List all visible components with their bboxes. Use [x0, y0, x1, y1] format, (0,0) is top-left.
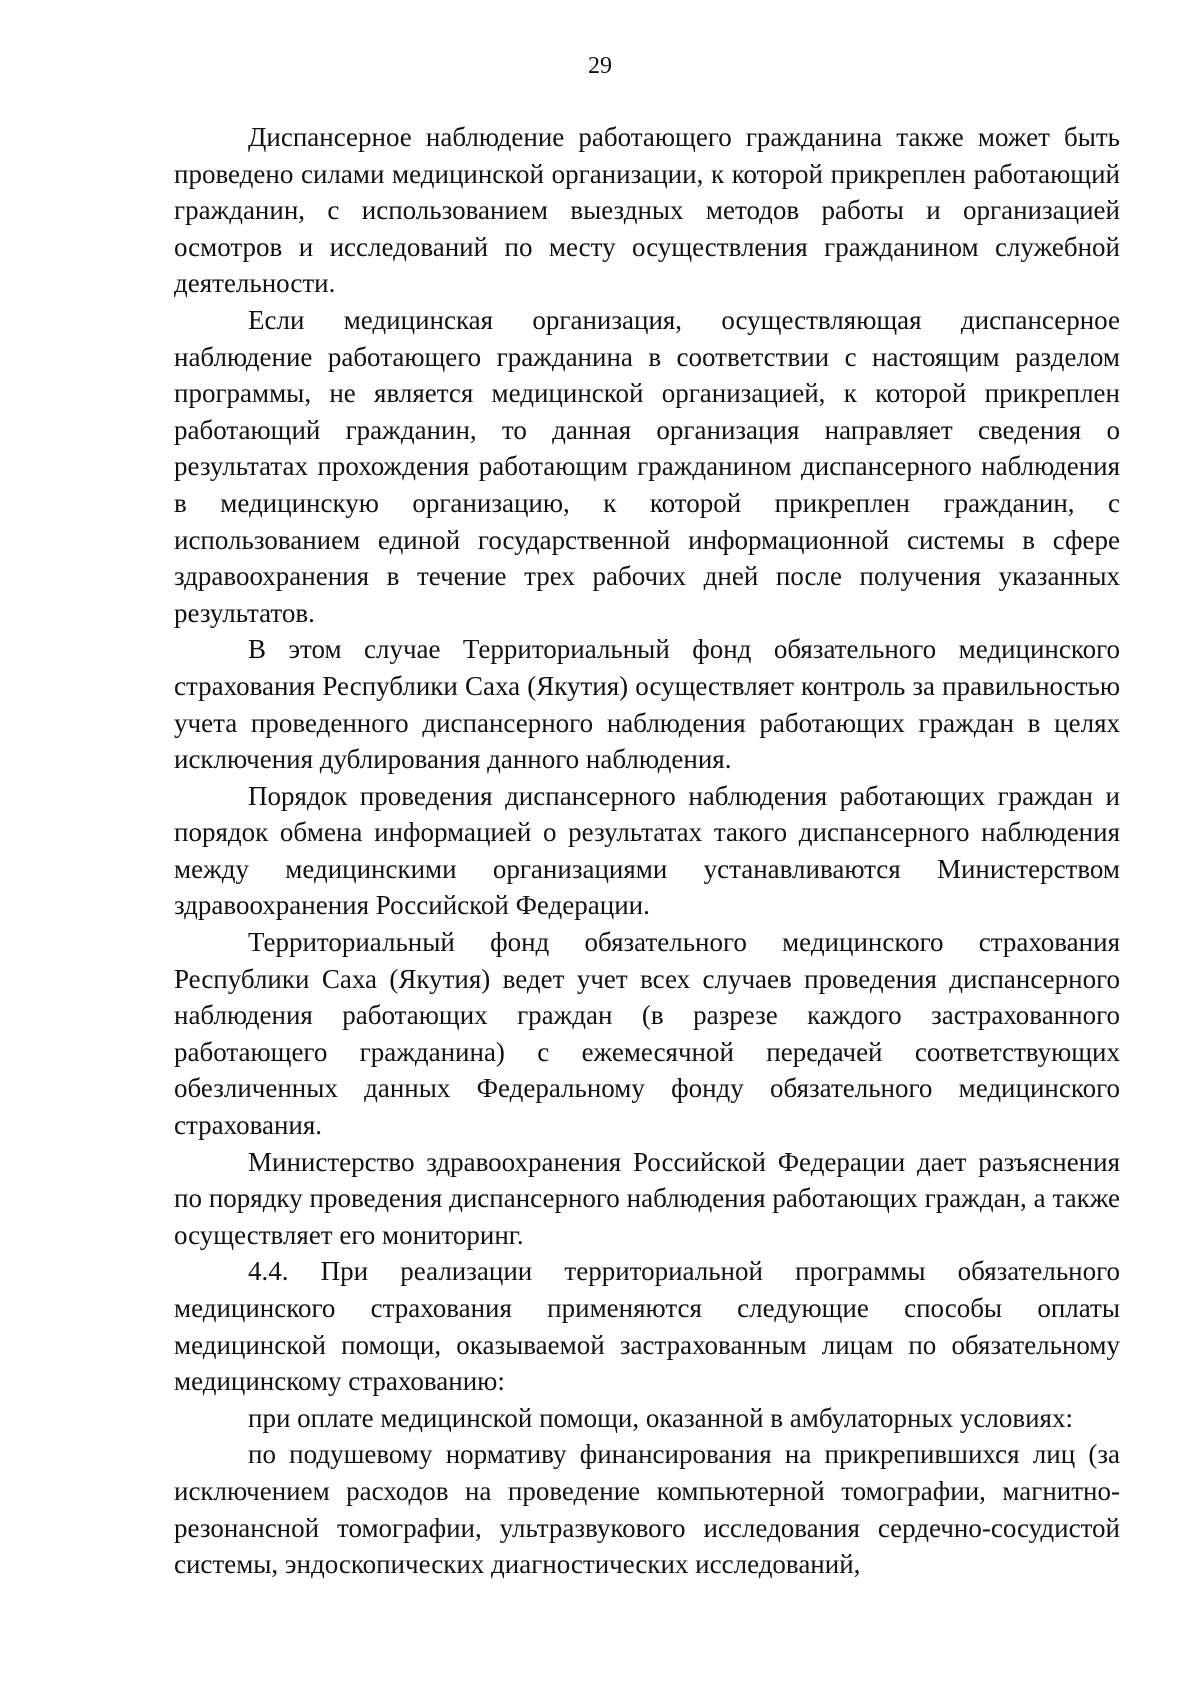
paragraph-8: при оплате медицинской помощи, оказанной в амбулаторных условиях:: [248, 1402, 1073, 1433]
paragraph-9: по подушевому нормативу финансирования на прикрепившихся лиц (за исключением расходов на проведение компьютерной томографии, магнитно-резонансной томографии, ультразвукового исследования сердечно-сосудистой системы, эндоскопических диагностических исследований,: [174, 1439, 1120, 1580]
page-number: 29: [588, 53, 612, 79]
paragraph-1: Диспансерное наблюдение работающего гражданина также может быть проведено силами медицинской организации, к которой прикреплен работающий гражданин, с использованием выездных методов работы и организацией осмотров и исследований по месту осуществления гражданином служебной деятельности.: [174, 122, 1120, 299]
paragraph-4: Порядок проведения диспансерного наблюдения работающих граждан и порядок обмена информацией о результатах такого диспансерного наблюдения между медицинскими организациями устанавливаются Министерством здравоохранения Российской Федерации.: [174, 780, 1120, 921]
paragraph-3: В этом случае Территориальный фонд обязательного медицинского страхования Республики Саха (Якутия) осуществляет контроль за правильностью учета проведенного диспансерного наблюдения работающих граждан в целях исключения дублирования данного наблюдения.: [174, 634, 1120, 775]
paragraph-2: Если медицинская организация, осуществляющая диспансерное наблюдение работающего гражданина в соответствии с настоящим разделом программы, не является медицинской организацией, к которой прикреплен работающий гражданин, то данная организация направляет сведения о результатах прохождения работающим гражданином диспансерного наблюдения в медицинскую организацию, к которой прикреплен гражданин, с использованием единой государственной информационной системы в сфере здравоохранения в течение трех рабочих дней после получения указанных результатов.: [174, 304, 1120, 628]
paragraph-7: 4.4. При реализации территориальной программы обязательного медицинского страхования применяются следующие способы оплаты медицинской помощи, оказываемой застрахованным лицам по обязательному медицинскому страхованию:: [174, 1256, 1120, 1397]
document-body: [174, 119, 1120, 1583]
paragraph-6: Министерство здравоохранения Российской Федерации дает разъяснения по порядку проведения диспансерного наблюдения работающих граждан, а также осуществляет его мониторинг.: [174, 1146, 1120, 1250]
paragraph-5: Территориальный фонд обязательного медицинского страхования Республики Саха (Якутия) ведет учет всех случаев проведения диспансерного наблюдения работающих граждан (в разрезе каждого застрахованного работающего гражданина) с ежемесячной передачей соответствующих обезличенных данных Федеральному фонду обязательного медицинского страхования.: [174, 927, 1120, 1141]
